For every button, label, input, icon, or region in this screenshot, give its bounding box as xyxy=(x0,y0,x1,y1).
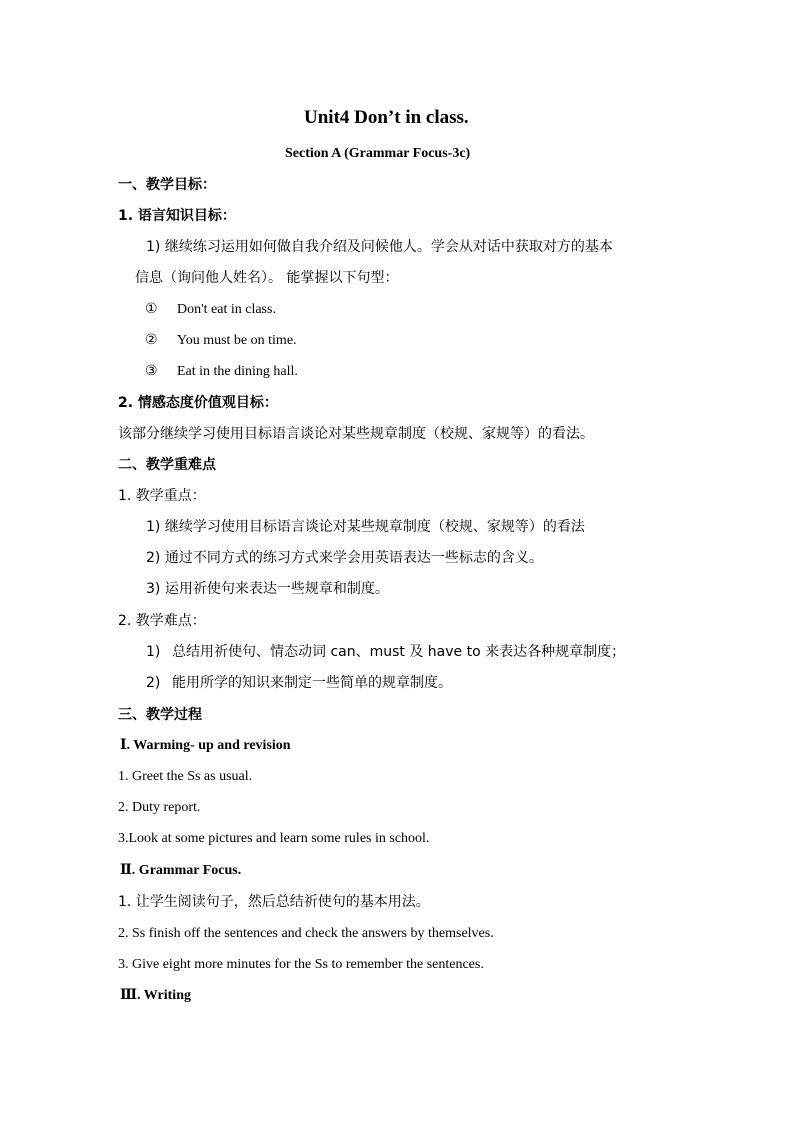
page-subtitle: Section A (Grammar Focus-3c) xyxy=(285,146,471,161)
warming-up-heading: Ⅰ. Warming- up and revision xyxy=(120,738,291,753)
pattern-text: Eat in the dining hall. xyxy=(177,364,298,379)
process-step: 1. 让学生阅读句子，然后总结祈使句的基本用法。 xyxy=(118,894,430,910)
process-step: 3.Look at some pictures and learn some rules in school. xyxy=(118,831,430,846)
key-point-item: 3) 运用祈使句来表达一些规章和制度。 xyxy=(146,581,389,597)
item-text: 能用所学的知识来制定一些简单的规章制度。 xyxy=(172,675,452,691)
pattern-item xyxy=(145,300,276,319)
process-step: 3. Give eight more minutes for the Ss to remember the sentences. xyxy=(118,957,484,972)
item-number: 1) xyxy=(146,644,161,660)
knowledge-goal-text-2: 信息（询问他人姓名）。 能掌握以下句型： xyxy=(135,270,399,286)
section-heading-key-points: 二、教学重难点 xyxy=(118,457,216,473)
section-heading-process: 三、教学过程 xyxy=(118,707,202,723)
difficult-points-heading: 2. 教学难点： xyxy=(118,613,206,629)
attitude-goal-text: 该部分继续学习使用目标语言谈论对某些规章制度（校规、家规等）的看法。 xyxy=(118,426,594,442)
process-step: 2. Duty report. xyxy=(118,800,201,815)
item-text: 总结用祈使句、情态动词 can、must 及 have to 来表达各种规章制度； xyxy=(172,644,626,660)
key-point-item: 2) 通过不同方式的练习方式来学会用英语表达一些标志的含义。 xyxy=(146,550,543,566)
process-step: 2. Ss finish off the sentences and check the answers by themselves. xyxy=(118,926,494,941)
grammar-focus-heading: Ⅱ. Grammar Focus. xyxy=(120,863,242,878)
section-heading-objectives: 一、教学目标： xyxy=(118,177,216,193)
knowledge-goal-heading: 1. 语言知识目标： xyxy=(118,208,236,224)
pattern-mark: ② xyxy=(145,332,158,348)
difficult-point-item xyxy=(146,643,625,661)
key-points-heading: 1. 教学重点： xyxy=(118,488,206,504)
process-step: 1. Greet the Ss as usual. xyxy=(118,769,253,784)
item-number: 2) xyxy=(146,675,161,691)
pattern-text: You must be on time. xyxy=(177,333,297,348)
pattern-item xyxy=(145,331,297,350)
pattern-text: Don't eat in class. xyxy=(177,302,276,317)
pattern-item xyxy=(145,362,298,381)
writing-heading: Ⅲ. Writing xyxy=(120,988,191,1003)
key-point-item: 1) 继续学习使用目标语言谈论对某些规章制度（校规、家规等）的看法 xyxy=(146,519,585,535)
pattern-mark: ① xyxy=(145,301,158,317)
difficult-point-item xyxy=(146,674,452,692)
attitude-goal-heading: 2. 情感态度价值观目标： xyxy=(118,395,278,411)
pattern-mark: ③ xyxy=(145,363,158,379)
page-title: Unit4 Don’t in class. xyxy=(304,107,469,128)
knowledge-goal-text-1: 1) 继续练习运用如何做自我介绍及问候他人。学会从对话中获取对方的基本 xyxy=(146,239,613,255)
